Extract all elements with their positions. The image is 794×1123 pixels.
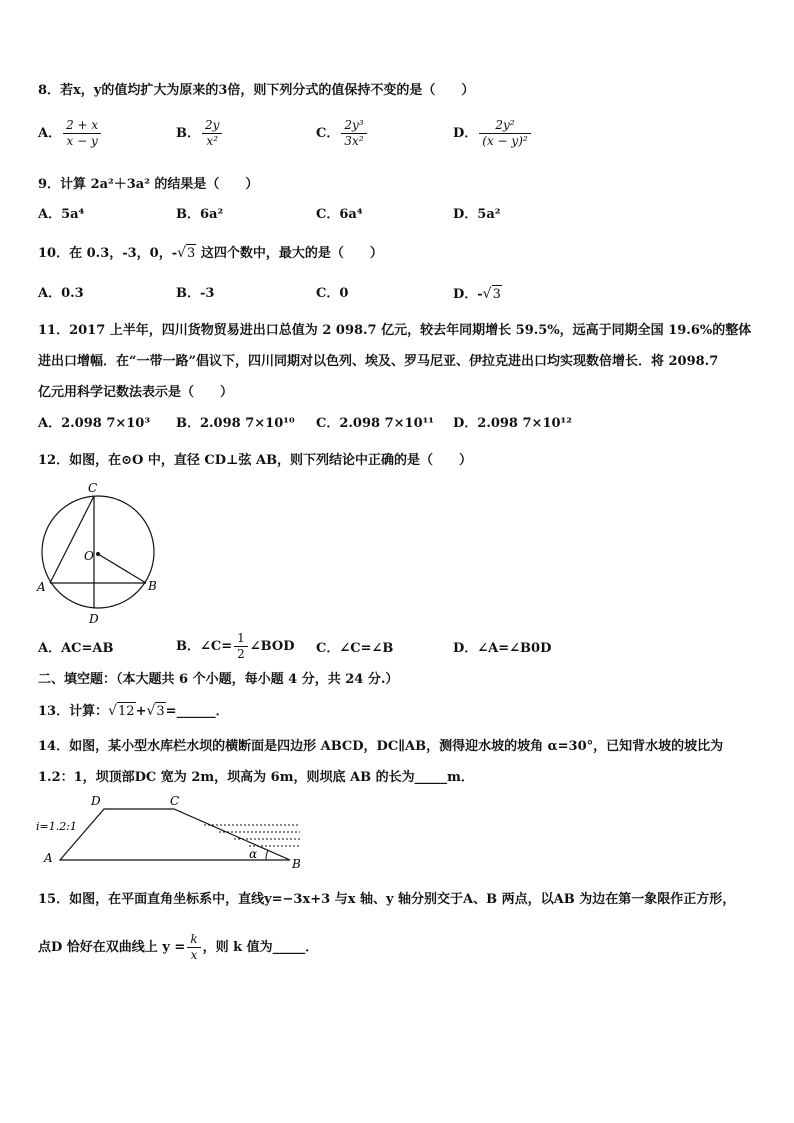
question-12-stem: 12．如图，在⊙O 中，直径 CD⊥弦 AB，则下列结论中正确的是（ ）: [38, 453, 473, 468]
question-15-line-1: 15．如图，在平面直角坐标系中，直线y=−3x+3 与x 轴、y 轴分别交于A、B 两点，以AB 为边在第一象限作正方形，: [38, 892, 736, 907]
q12-option-d: D．∠A=∠B0D: [453, 641, 552, 656]
q12-circle-figure: [34, 480, 164, 626]
label-d: D: [89, 612, 99, 626]
q15-fraction: [187, 932, 200, 963]
q8-option-a-fraction: [63, 118, 101, 149]
q8-option-d: [453, 118, 533, 149]
q8-option-d-fraction: [479, 118, 530, 149]
q8-option-c-letter: C．: [316, 126, 340, 141]
q11-option-b: B．2.098 7×10¹⁰: [176, 416, 295, 431]
question-14-line-2: 1.2：1，坝顶部DC 宽为 2m，坝高为 6m，则坝底 AB 的长为_____m．: [38, 770, 474, 785]
q15-line-2-prefix: 点D 恰好在双曲线上 y =: [38, 940, 186, 955]
q9-option-a: A．5a⁴: [38, 207, 85, 222]
q11-option-a: A．2.098 7×10³: [38, 416, 151, 431]
label-c: C: [170, 794, 180, 808]
q12-option-b-numerator: 1: [234, 631, 248, 647]
q12-option-b-fraction: [234, 631, 248, 662]
section-2-heading: 二、填空题：（本大题共 6 个小题，每小题 4 分，共 24 分.）: [38, 672, 399, 687]
question-11-line-1: 11．2017 上半年，四川货物贸易进出口总值为 2 098.7 亿元，较去年同期增长 59.5%，远高于同期全国 19.6%的整体: [38, 323, 752, 338]
question-13-stem: [38, 702, 229, 721]
question-11-line-2: 进出口增幅．在“一带一路”倡议下，四川同期对以色列、埃及、罗马尼亚、伊拉克进出口均实现数倍增长．将 2098.7: [38, 354, 719, 369]
q12-option-b-prefix: B．∠C=: [176, 639, 233, 654]
label-b: B: [148, 579, 157, 593]
q9-option-d: D．5a²: [453, 207, 501, 222]
q10-option-a: A．0.3: [38, 286, 84, 301]
question-10-stem: [38, 244, 383, 263]
q8-option-d-denominator: (x − y)²: [482, 134, 528, 148]
q13-suffix: =______．: [165, 704, 229, 719]
q13-radicand-2: 3: [156, 704, 165, 719]
label-b: B: [292, 857, 301, 871]
q13-prefix: 13．计算：: [38, 704, 109, 719]
q8-option-b-denominator: x²: [206, 134, 218, 148]
q10-option-d-radicand: 3: [492, 287, 501, 302]
q8-option-d-numerator: 2y²: [479, 118, 530, 134]
q10-radicand: 3: [187, 246, 196, 261]
q8-option-b-numerator: 2y: [202, 118, 222, 134]
q10-option-d: [453, 285, 502, 304]
label-o: O: [84, 549, 94, 563]
q8-option-b-fraction: [202, 118, 222, 149]
sqrt-symbol: √: [482, 286, 492, 302]
q8-option-c-numerator: 2y³: [341, 118, 366, 134]
alpha-angle-arc: [266, 850, 268, 860]
q8-option-a-denominator: x − y: [66, 134, 98, 148]
q8-option-d-letter: D．: [453, 126, 478, 141]
q8-option-c-fraction: [341, 118, 366, 149]
q12-option-b-suffix: ∠BOD: [249, 639, 295, 654]
question-9-stem: 9．计算 2a²＋3a² 的结果是（ ）: [38, 177, 259, 192]
q14-dam-figure: [34, 792, 314, 872]
q15-numerator: k: [187, 932, 200, 948]
question-15-line-2: [38, 932, 318, 963]
label-d: D: [91, 794, 101, 808]
q13-radicand-1: 12: [118, 704, 135, 719]
q10-stem-after: 这四个数中，最大的是（ ）: [196, 246, 383, 261]
q10-option-b: B．-3: [176, 286, 215, 301]
q11-option-c: C．2.098 7×10¹¹: [316, 416, 434, 431]
q12-option-b: [176, 631, 295, 662]
q8-option-a: [38, 118, 103, 149]
q12-option-a: A．AC=AB: [38, 641, 114, 656]
sqrt-symbol: √: [108, 703, 118, 719]
q15-denominator: x: [190, 948, 198, 962]
center-point-o: [96, 552, 100, 556]
q8-option-b-letter: B．: [176, 126, 200, 141]
q9-option-c: C．6a⁴: [316, 207, 363, 222]
q8-option-a-numerator: 2 + x: [63, 118, 101, 134]
q10-option-d-prefix: D．-: [453, 287, 483, 302]
q11-option-d: D．2.098 7×10¹²: [453, 416, 572, 431]
sqrt-symbol: √: [146, 703, 156, 719]
label-c: C: [88, 481, 98, 495]
label-alpha: α: [249, 847, 258, 861]
label-a: A: [44, 851, 53, 865]
q12-option-c: C．∠C=∠B: [316, 641, 394, 656]
q9-option-b: B．6a²: [176, 207, 224, 222]
q12-option-b-denominator: 2: [237, 647, 245, 661]
q13-plus: +: [135, 704, 147, 719]
segment-ob: [98, 554, 146, 583]
segment-ca: [50, 496, 94, 583]
q8-option-c-denominator: 3x²: [344, 134, 364, 148]
sqrt-symbol: √: [177, 245, 187, 261]
question-14-line-1: 14．如图，某小型水库栏水坝的横断面是四边形 ABCD，DC∥AB，测得迎水坡的坡角 α=30°，已知背水坡的坡比为: [38, 739, 724, 754]
slope-ratio-label: i=1.2:1: [36, 820, 77, 833]
q10-stem-before: 10．在 0.3，-3，0，-: [38, 246, 178, 261]
question-11-line-3: 亿元用科学记数法表示是（ ）: [38, 385, 234, 400]
question-8-stem: 8．若x，y的值均扩大为原来的3倍，则下列分式的值保持不变的是（ ）: [38, 83, 475, 98]
q8-option-a-letter: A．: [38, 126, 62, 141]
q8-option-c: [316, 118, 369, 149]
label-a: A: [37, 580, 46, 594]
q15-line-2-suffix: ，则 k 值为_____．: [202, 940, 319, 955]
q8-option-b: [176, 118, 224, 149]
q10-option-c: C．0: [316, 286, 349, 301]
